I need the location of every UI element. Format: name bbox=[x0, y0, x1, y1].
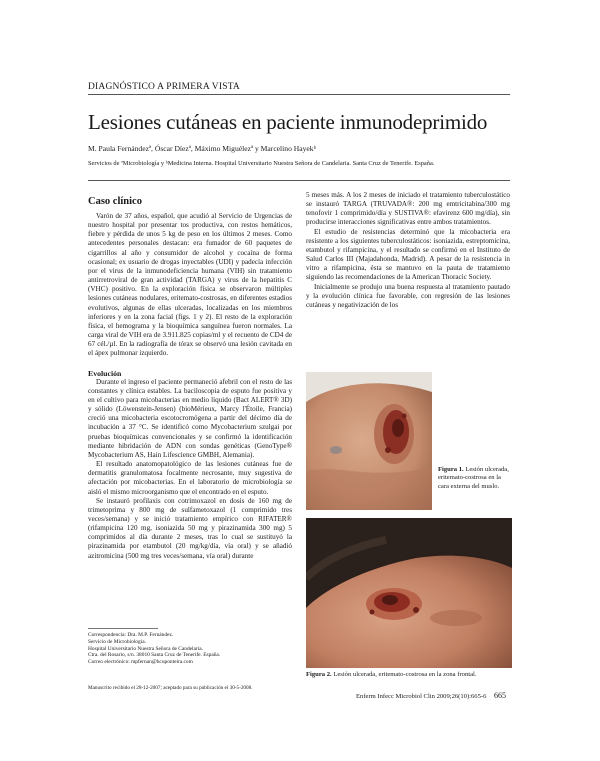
footnote-line: Servicio de Microbiología. bbox=[88, 638, 146, 645]
affiliation: Servicios de ªMicrobiología y ᵇMedicina Interna. Hospital Universitario Nuestra Señora de Candelaria. Santa Cruz de Tenerife. España. bbox=[88, 160, 435, 167]
page-number: 665 bbox=[494, 691, 507, 700]
title-rule bbox=[88, 180, 510, 181]
forehead-lesion-image bbox=[306, 518, 512, 668]
footnote-line: Correo electrónico: mpfernan@hcuponteira.com bbox=[88, 659, 193, 666]
evolution-paragraph-2: El resultado anatomopatológico de las lesiones cutáneas fue de dermatitis granulomatosa focalmente necrosante, muy sugestiva de afectación por micobacterias. En el laboratorio de microbiología se aisló el mismo microorganismo que el encontrado en el esputo. bbox=[88, 460, 292, 496]
resistance-paragraph: El estudio de resistencias determinó que la micobacteria era resistente a los siguientes tuberculostáticos: isoniazida, estreptomicina, etambutol y rifampicina, y el resultado se confirmó en el Instituto de Salud Carlos III (Majadahonda, Madrid). A pesar de la resistencia in vitro a rifampicina, ésta se mantuvo en la pauta de tratamiento siguiendo las recomendaciones de la American Thoracic Society. bbox=[306, 227, 510, 282]
section-label: DIAGNÓSTICO A PRIMERA VISTA bbox=[88, 82, 240, 92]
column-right bbox=[306, 191, 510, 310]
footnote-line: Hospital Universitario Nuestra Señora de Candelaria. bbox=[88, 645, 203, 652]
figure-2-caption bbox=[306, 671, 512, 679]
article-title: Lesiones cutáneas en paciente inmunodeprimido bbox=[88, 110, 488, 134]
figure-2-photo bbox=[306, 518, 512, 668]
footnote-rule bbox=[88, 628, 158, 629]
continuation-paragraph: 5 meses más. A los 2 meses de iniciado el tratamiento tuberculostático se instauró TARGA (TRUVADA®: 200 mg emtricitabina/300 mg tenofovir 1 comprimido/día y SUSTIVA®: efavirenz 600 mg/día), sin producirse interacciones significativas entre ambos tratamientos. bbox=[306, 191, 510, 227]
evolution-heading: Evolución bbox=[88, 368, 122, 378]
header-rule bbox=[88, 94, 510, 95]
figure-1-label: Figura 1. bbox=[438, 466, 464, 473]
figure-2-label: Figura 2. bbox=[306, 671, 332, 678]
case-paragraph: Varón de 37 años, español, que acudió al Servicio de Urgencias de nuestro hospital por presentar tos productiva, con restos hemáticos, fiebre y pérdida de unos 5 kg de peso en los últimos 2 meses. Como antecedentes personales destacan: era fumador de 60 paquetes de cigarrillos al año y consumidor de alcohol y cocaína de forma ocasional; ex usuario de drogas inyectables (UDI) y padecía infección por el virus de la inmunodeficiencia humana (VIH) sin tratamiento antirretroviral de gran actividad (TARGA) y virus de la hepatitis C (VHC) positivo. En la exploración física se observaron múltiples lesiones cutáneas nodulares, eritemato-costrosas, en diferentes estadios evolutivos, algunas de ellas ulceradas, localizadas en los miembros inferiores y en la zona facial (figs. 1 y 2). El resto de la exploración física, el hemograma y la bioquímica sanguínea fueron normales. La carga viral de VIH era de 3.911.825 copias/ml y el recuento de CD4 de 67 cél./µl. En la radiografía de tórax se observó una lesión cavitada en el ápex pulmonar izquierdo. bbox=[88, 212, 292, 358]
column-left bbox=[88, 212, 292, 561]
figure-1-caption-text: Lesión ulcerada, eritemato-costrosa en la cara externa del muslo. bbox=[438, 466, 509, 490]
journal-footer bbox=[356, 691, 506, 700]
received-note: Manuscrito recibido el 28-12-2007; aceptado para su publicación el 30-5-2008. bbox=[88, 685, 253, 691]
footnote-line: Ctra. del Rosario, s/n. 38010 Santa Cruz de Tenerife. España. bbox=[88, 652, 221, 659]
response-paragraph: Inicialmente se produjo una buena respuesta al tratamiento pautado y la evolución clínica fue favorable, con regresión de las lesiones cutáneas y negativización de los bbox=[306, 282, 510, 309]
evolution-paragraph-3: Se instauró profilaxis con cotrimoxazol en dosis de 160 mg de trimetoprima y 800 mg de sulfametoxazol (1 comprimido tres veces/semana) y se inició tratamiento empírico con RIFATER® (rifampicina 120 mg, isoniazida 50 mg y pirazinamida 300 mg) 5 comprimidos al día durante 2 meses, tras lo cual se sustituyó la pirazinamida por etambutol (20 mg/kg/día, vía oral) y se añadió azitromicina (500 mg tres veces/semana, vía oral) durante bbox=[88, 496, 292, 560]
journal-reference: Enferm Infecc Microbiol Clin 2009;26(10):665-6 bbox=[356, 693, 487, 700]
authors: M. Paula Fernándezª, Óscar Díezª, Máximo Miguélezª y Marcelino Hayekᵇ bbox=[88, 144, 316, 153]
evolution-paragraph-1: Durante el ingreso el paciente permaneció afebril con el resto de las constantes y clínica estables. La baciloscopia de esputo fue positiva y en el cultivo para micobacterias en medio líquido (Bact ALERT® 3D) y sólido (Löwenstein-Jensen) (bioMérieux, Marcy l'Étoile, Francia) creció una micobacteria escotocromógena a partir del décimo día de incubación a 37 °C. Se identificó como Mycobacterium szulgai por pruebas bioquímicas convencionales y se confirmó la identificación mediante hibridación de ADN con sondas genéticas (GenoType® Mycobacterium AS, Hain Lifescience GMBH, Alemania). bbox=[88, 377, 292, 459]
case-heading: Caso clínico bbox=[88, 196, 142, 207]
figure-1-caption bbox=[438, 466, 512, 491]
figure-1-photo bbox=[306, 372, 432, 510]
correspondence-footnote bbox=[88, 632, 292, 666]
thigh-lesion-image bbox=[306, 372, 432, 510]
footnote-line: Correspondencia: Dra. M.P. Fernández. bbox=[88, 632, 174, 638]
figure-2-caption-text: Lesión ulcerada, eritemato-costrosa en la zona frontal. bbox=[333, 671, 477, 678]
